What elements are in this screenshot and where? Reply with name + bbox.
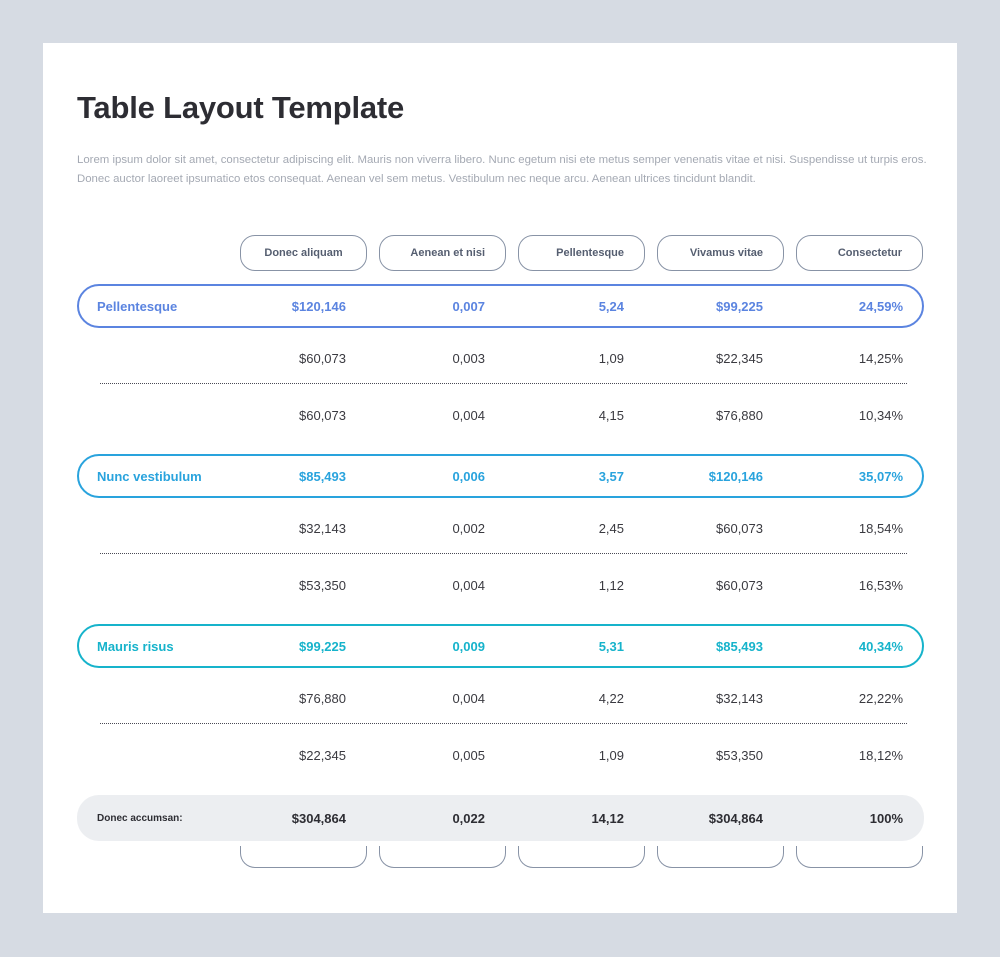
row-divider (100, 383, 907, 384)
column-footer (518, 846, 645, 868)
table-cell: $32,143 (716, 690, 763, 706)
group-row (77, 454, 924, 498)
column-footer (379, 846, 506, 868)
column-footer (240, 846, 367, 868)
table-cell: 0,004 (452, 577, 485, 593)
page-title: Table Layout Template (77, 90, 405, 125)
table-cell: $60,073 (299, 350, 346, 366)
table-cell: $32,143 (299, 520, 346, 536)
table-cell: 35,07% (858, 468, 903, 484)
table-cell: 14,25% (858, 350, 903, 366)
table-cell: 100% (869, 810, 903, 826)
page-description: Lorem ipsum dolor sit amet, consectetur adipiscing elit. Mauris non viverra libero. Nunc egetum nisi ete metus semper venenatis vitae et nisi. Suspendisse ut turpis eros. Donec auctor laoreet ipsumatico etos consequat. Aenean vel sem metus. Vestibulum nec neque arcu. Aenean ultrices tincidunt blandit. (77, 154, 927, 185)
table-cell: 5,24 (598, 298, 624, 314)
table-cell: $22,345 (299, 747, 346, 763)
table-cell: 24,59% (858, 298, 903, 314)
table-row (77, 506, 924, 550)
table-cell: 40,34% (858, 638, 903, 654)
column-header: Donec aliquam (240, 235, 367, 271)
row-label: Pellentesque (97, 298, 178, 314)
table-cell: 0,004 (452, 690, 485, 706)
table-cell: $304,864 (291, 810, 346, 826)
table-cell: $60,073 (716, 520, 763, 536)
table-cell: $60,073 (716, 577, 763, 593)
table-cell: $120,146 (291, 298, 346, 314)
table-cell: 0,006 (452, 468, 485, 484)
table-cell: $120,146 (708, 468, 763, 484)
table-cell: 0,005 (452, 747, 485, 763)
table-row (77, 676, 924, 720)
table-cell: 0,002 (452, 520, 485, 536)
table-cell: 0,003 (452, 350, 485, 366)
table-cell: $85,493 (299, 468, 346, 484)
table-cell: 0,007 (452, 298, 485, 314)
table-cell: 22,22% (858, 690, 903, 706)
total-row (77, 795, 924, 841)
table-cell: 0,009 (452, 638, 485, 654)
table-cell: 4,22 (598, 690, 624, 706)
table-cell: 3,57 (598, 468, 624, 484)
table-cell: 18,54% (858, 520, 903, 536)
total-label: Donec accumsan: (97, 812, 183, 824)
table-cell: $99,225 (299, 638, 346, 654)
group-row (77, 624, 924, 668)
column-header: Aenean et nisi (379, 235, 506, 271)
table-cell: 2,45 (598, 520, 624, 536)
row-label: Nunc vestibulum (97, 468, 202, 484)
column-header: Consectetur (796, 235, 923, 271)
row-divider (100, 723, 907, 724)
row-label: Mauris risus (97, 638, 174, 654)
table-cell: $99,225 (716, 298, 763, 314)
table-row (77, 563, 924, 607)
table-cell: $22,345 (716, 350, 763, 366)
table-cell: $304,864 (708, 810, 763, 826)
table-cell: $76,880 (299, 690, 346, 706)
table-cell: 0,022 (452, 810, 485, 826)
column-header: Vivamus vitae (657, 235, 784, 271)
table-cell: 1,09 (598, 350, 624, 366)
column-footer (657, 846, 784, 868)
table-cell: $53,350 (716, 747, 763, 763)
table-cell: $76,880 (716, 407, 763, 423)
table-cell: $53,350 (299, 577, 346, 593)
column-header: Pellentesque (518, 235, 645, 271)
table-row (77, 733, 924, 777)
table-cell: 16,53% (858, 577, 903, 593)
group-row (77, 284, 924, 328)
table-cell: 14,12 (591, 810, 624, 826)
table-cell: 18,12% (858, 747, 903, 763)
table-cell: $60,073 (299, 407, 346, 423)
table-cell: 4,15 (598, 407, 624, 423)
column-footer (796, 846, 923, 868)
table-cell: $85,493 (716, 638, 763, 654)
table-cell: 10,34% (858, 407, 903, 423)
table-row (77, 393, 924, 437)
table-cell: 5,31 (598, 638, 624, 654)
row-divider (100, 553, 907, 554)
table-cell: 0,004 (452, 407, 485, 423)
table-row (77, 336, 924, 380)
table-cell: 1,09 (598, 747, 624, 763)
table-cell: 1,12 (598, 577, 624, 593)
